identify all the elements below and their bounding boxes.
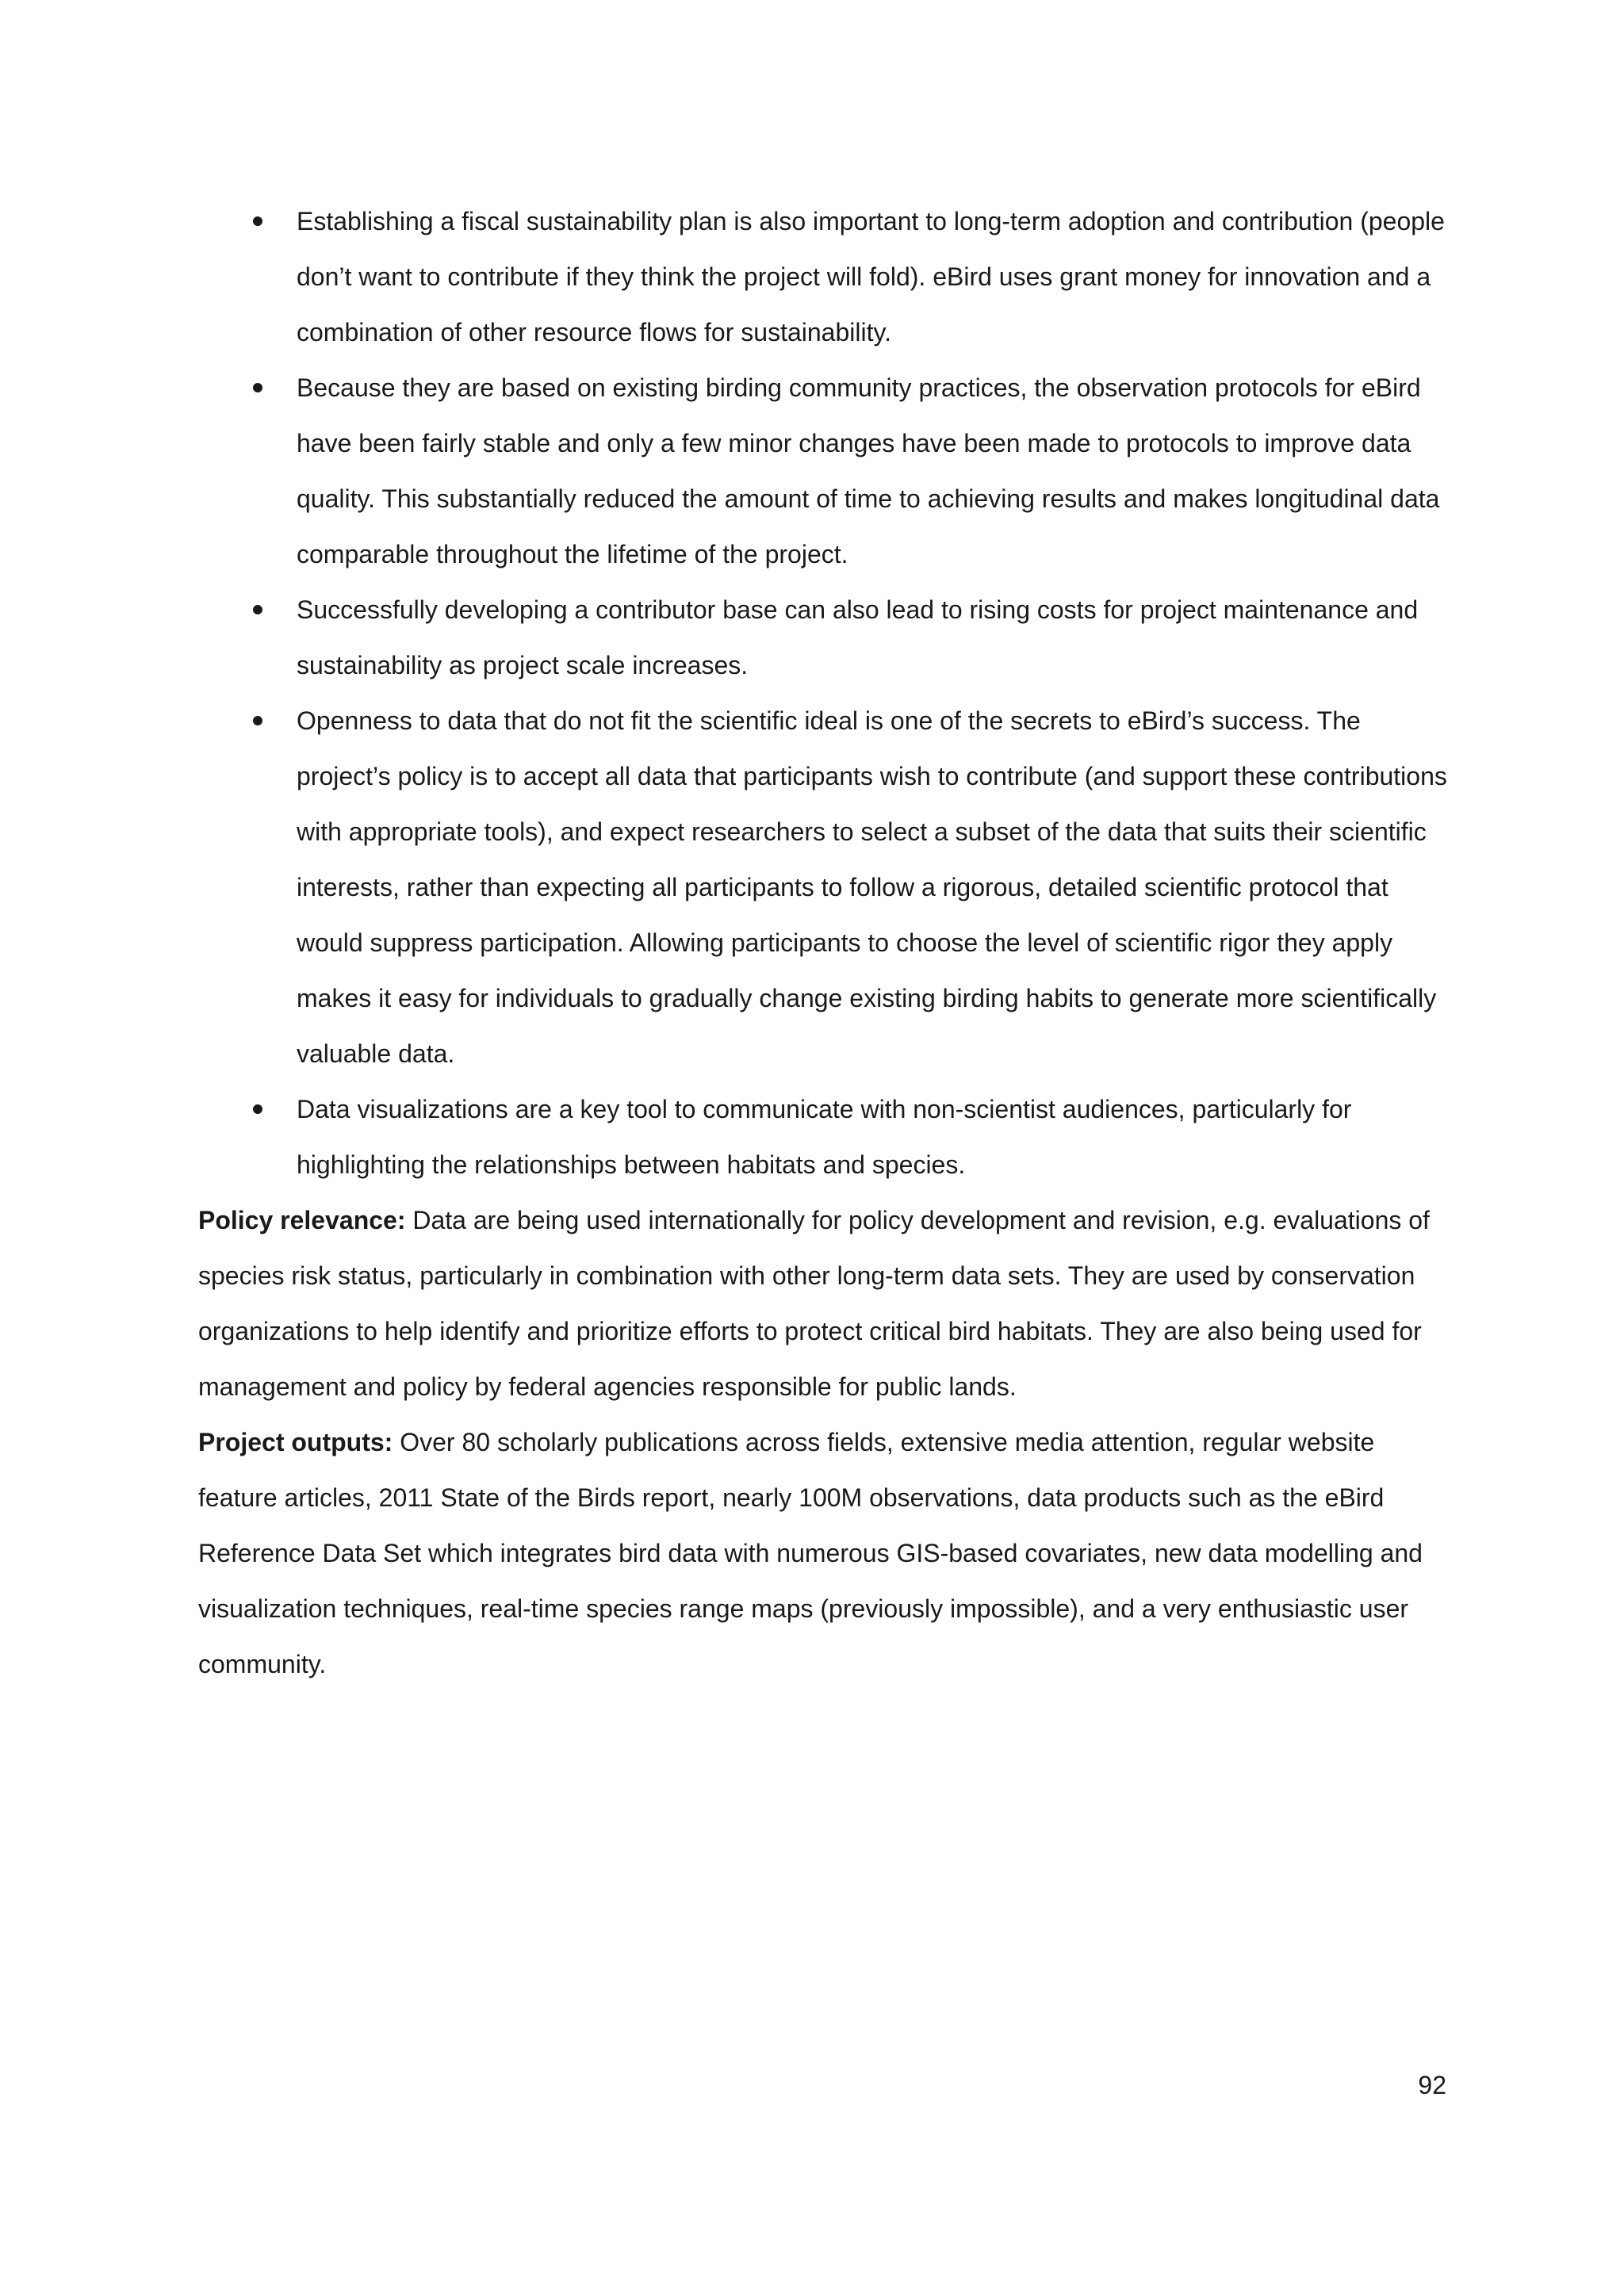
bullet-item	[198, 582, 1451, 693]
bullet-icon	[253, 716, 262, 725]
bullet-item	[198, 193, 1451, 360]
project-outputs-label: Project outputs:	[198, 1428, 393, 1456]
bullet-text: Establishing a fiscal sustainability plan is also important to long-term adoption and contribution (people don’t want to contribute if they think the project will fold). eBird uses grant money for innovation and a combination of other resource flows for sustainability.	[297, 207, 1445, 346]
page-body	[198, 193, 1451, 1692]
lessons-bullet-list	[198, 193, 1451, 1192]
policy-relevance-paragraph	[198, 1192, 1451, 1414]
bullet-item	[198, 360, 1451, 582]
bullet-item	[198, 693, 1451, 1081]
project-outputs-paragraph	[198, 1414, 1451, 1692]
policy-relevance-label: Policy relevance:	[198, 1206, 406, 1234]
bullet-item	[198, 1081, 1451, 1192]
bullet-icon	[253, 605, 262, 614]
bullet-text: Because they are based on existing birding community practices, the observation protocols for eBird have been fairly stable and only a few minor changes have been made to protocols to improve data quality. This substantially reduced the amount of time to achieving results and makes longitudinal data comparable throughout the lifetime of the project.	[297, 373, 1440, 568]
bullet-icon	[253, 383, 262, 392]
project-outputs-text: Over 80 scholarly publications across fields, extensive media attention, regular website feature articles, 2011 State of the Birds report, nearly 100M observations, data products such as the eBird Reference Data Set which integrates bird data with numerous GIS-based covariates, new data modelling and visualization techniques, real-time species range maps (previously impossible), and a very enthusiastic user community.	[198, 1428, 1423, 1678]
policy-relevance-text: Data are being used internationally for policy development and revision, e.g. evaluations of species risk status, particularly in combination with other long-term data sets. They are used by conservation organizations to help identify and prioritize efforts to protect critical bird habitats. They are also being used for management and policy by federal agencies responsible for public lands.	[198, 1206, 1430, 1401]
bullet-text: Successfully developing a contributor base can also lead to rising costs for project maintenance and sustainability as project scale increases.	[297, 595, 1419, 679]
page-number: 92	[1418, 2071, 1446, 2099]
bullet-text: Openness to data that do not fit the scientific ideal is one of the secrets to eBird’s success. The project’s policy is to accept all data that participants wish to contribute (and support these contributions with appropriate tools), and expect researchers to select a subset of the data that suits their scientific interests, rather than expecting all participants to follow a rigorous, detailed scientific protocol that would suppress participation. Allowing participants to choose the level of scientific rigor they apply makes it easy for individuals to gradually change existing birding habits to generate more scientifically valuable data.	[297, 706, 1447, 1068]
bullet-icon	[253, 216, 262, 226]
bullet-text: Data visualizations are a key tool to communicate with non-scientist audiences, particularly for highlighting the relationships between habitats and species.	[297, 1095, 1352, 1179]
bullet-icon	[253, 1104, 262, 1114]
